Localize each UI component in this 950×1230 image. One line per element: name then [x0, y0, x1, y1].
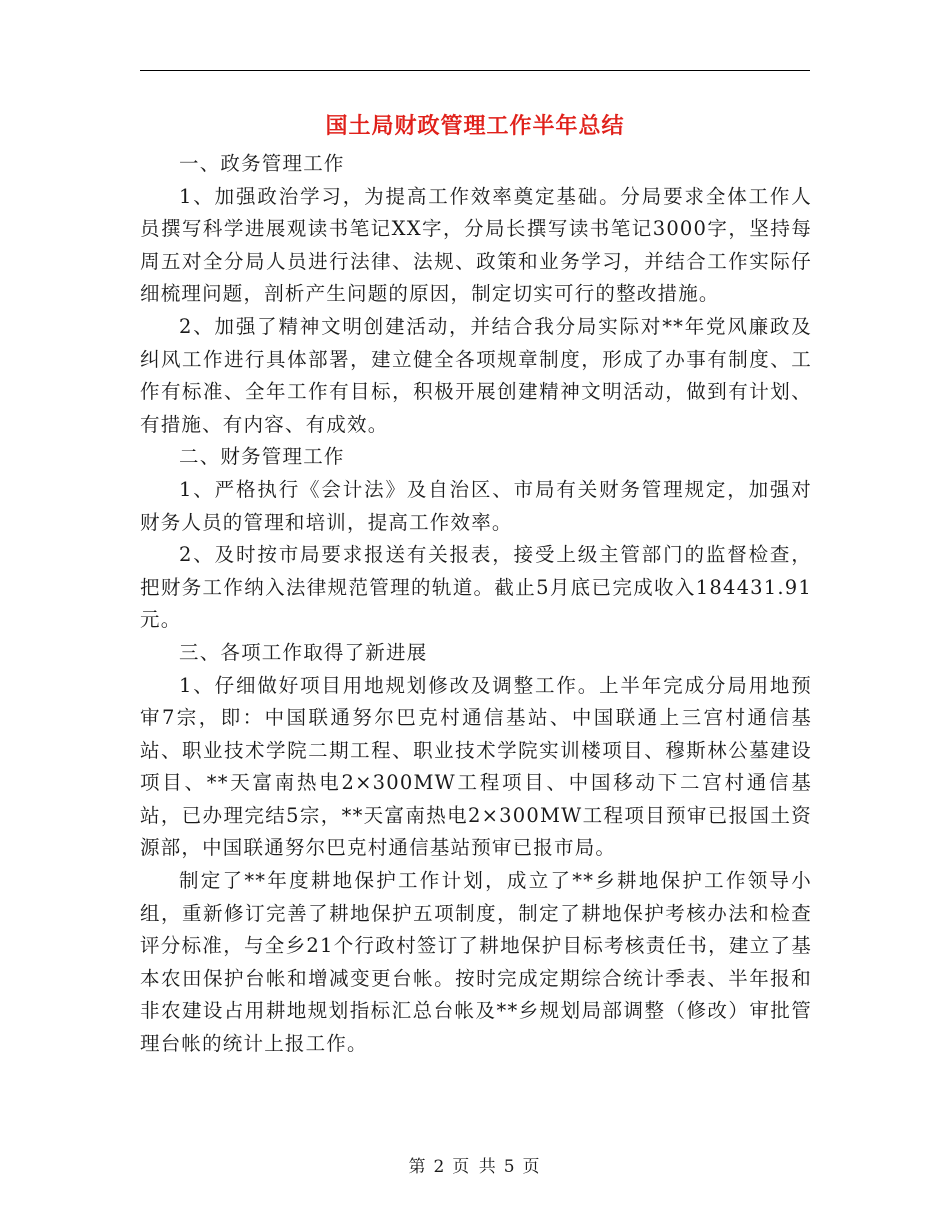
paragraph: 2、加强了精神文明创建活动，并结合我分局实际对**年党风廉政及纠风工作进行具体部署，建立健全各项规章制度，形成了办事有制度、工作有标准、全年工作有目标，积极开展创建精神文明活动，做到有计划、有措施、有内容、有成效。	[140, 314, 812, 436]
paragraph: 制定了**年度耕地保护工作计划，成立了**乡耕地保护工作领导小组，重新修订完善了耕地保护五项制度，制定了耕地保护考核办法和检查评分标准，与全乡21个行政村签订了耕地保护目标考核责任书，建立了基本农田保护台帐和增减变更台帐。按时完成定期综合统计季表、半年报和非农建设占用耕地规划指标汇总台帐及**乡规划局部调整（修改）审批管理台帐的统计上报工作。	[140, 869, 812, 1056]
paragraph: 1、仔细做好项目用地规划修改及调整工作。上半年完成分局用地预审7宗，即：中国联通努尔巴克村通信基站、中国联通上三宫村通信基站、职业技术学院二期工程、职业技术学院实训楼项目、穆斯林公墓建设项目、**天富南热电2×300MW工程项目、中国移动下二宫村通信基站，已办理完结5宗，**天富南热电2×300MW工程项目预审已报国土资源部，中国联通努尔巴克村通信基站预审已报市局。	[140, 673, 812, 860]
paragraph: 1、严格执行《会计法》及自治区、市局有关财务管理规定，加强对财务人员的管理和培训，提高工作效率。	[140, 477, 812, 534]
section-heading: 二、财务管理工作	[179, 445, 345, 469]
paragraph: 2、及时按市局要求报送有关报表，接受上级主管部门的监督检查，把财务工作纳入法律规范管理的轨道。截止5月底已完成收入184431.91元。	[140, 543, 812, 632]
paragraph: 1、加强政治学习，为提高工作效率奠定基础。分局要求全体工作人员撰写科学进展观读书笔记XX字，分局长撰写读书笔记3000字，坚持每周五对全分局人员进行法律、法规、政策和业务学习，并结合工作实际仔细梳理问题，剖析产生问题的原因，制定切实可行的整改措施。	[140, 184, 812, 306]
footer-prefix: 第	[408, 1157, 428, 1177]
section-heading: 一、政务管理工作	[179, 152, 345, 175]
footer-suffix: 页	[522, 1157, 542, 1177]
total-pages-number: 5	[503, 1157, 517, 1177]
page-footer	[0, 1152, 950, 1177]
current-page-number: 2	[433, 1157, 447, 1177]
document-body	[140, 148, 812, 1061]
document-title: 国土局财政管理工作半年总结	[325, 113, 625, 139]
section-heading: 三、各项工作取得了新进展	[179, 640, 428, 664]
header-rule	[140, 70, 810, 71]
footer-middle: 页 共	[452, 1157, 498, 1177]
